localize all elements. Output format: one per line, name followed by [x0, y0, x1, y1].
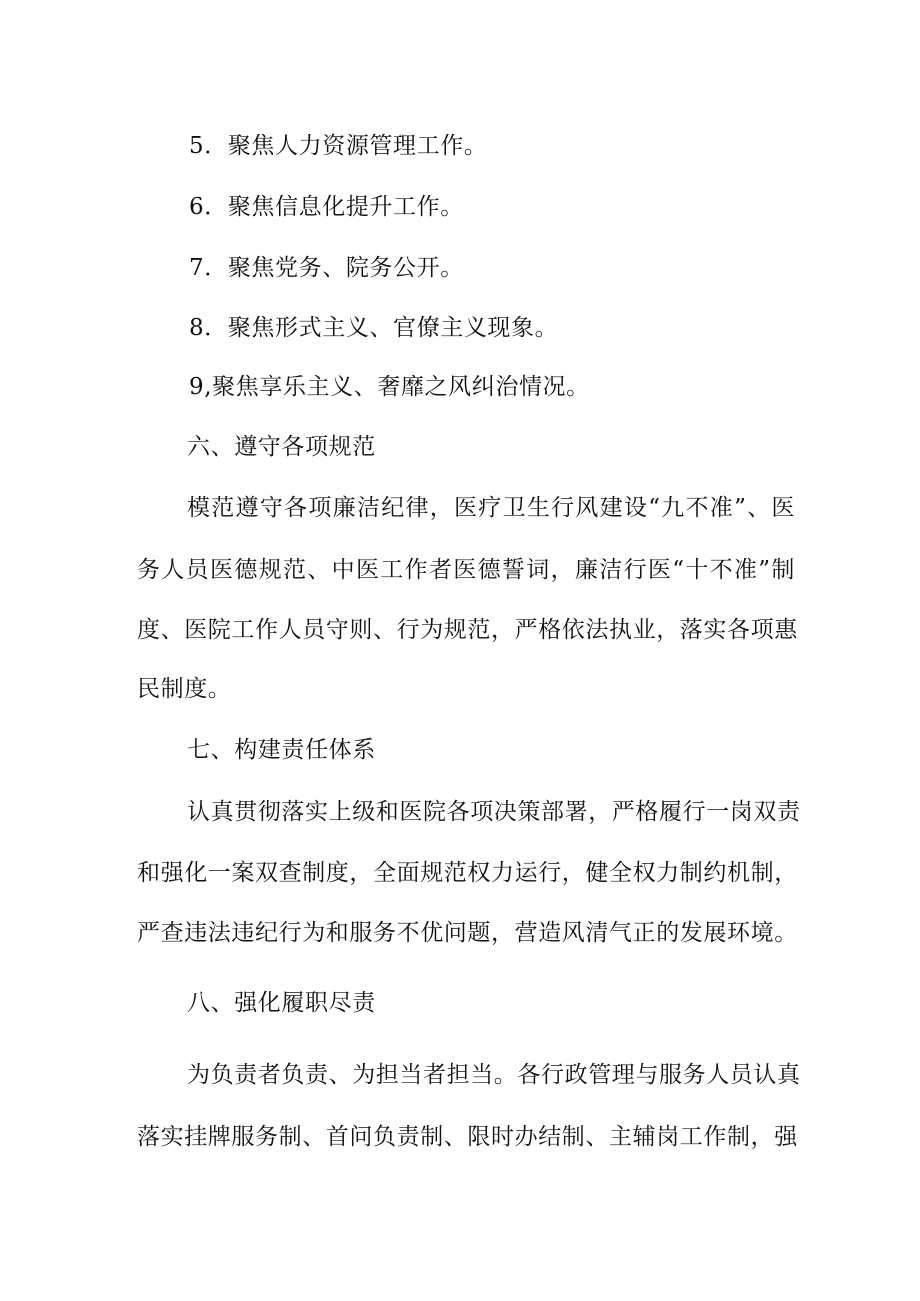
list-item-7: 7．聚焦党务、院务公开。 [189, 255, 464, 281]
section-heading-8: 八、强化履职尽责 [187, 990, 376, 1016]
section-6-paragraph-line-4: 民制度。 [137, 676, 232, 702]
section-8-paragraph-line-1: 为负责者负责、为担当者担当。各行政管理与服务人员认真 [187, 1062, 801, 1088]
section-8-paragraph-line-2: 落实挂牌服务制、首问负责制、限时办结制、主辅岗工作制，强 [137, 1124, 798, 1150]
section-heading-6: 六、遵守各项规范 [187, 434, 376, 460]
section-6-paragraph-line-1: 模范遵守各项廉洁纪律，医疗卫生行风建设“九不准”、医 [187, 495, 795, 521]
list-item-6: 6．聚焦信息化提升工作。 [189, 194, 464, 220]
section-6-paragraph-line-3: 度、医院工作人员守则、行为规范，严格依法执业，落实各项惠 [137, 617, 798, 643]
section-7-paragraph-line-2: 和强化一案双查制度，全面规范权力运行，健全权力制约机制， [137, 860, 798, 886]
section-7-paragraph-line-1: 认真贯彻落实上级和医院各项决策部署，严格履行一岗双责 [187, 799, 801, 825]
list-item-8: 8．聚焦形式主义、官僚主义现象。 [189, 315, 559, 341]
section-7-paragraph-line-3: 严查违法违纪行为和服务不优问题，营造风清气正的发展环境。 [137, 920, 798, 946]
list-item-5: 5．聚焦人力资源管理工作。 [189, 133, 488, 159]
section-heading-7: 七、构建责任体系 [187, 737, 376, 763]
section-6-paragraph-line-2: 务人员医德规范、中医工作者医德誓词，廉洁行医“十不准”制 [137, 557, 795, 583]
list-item-9: 9,聚焦享乐主义、奢靡之风纠治情况。 [189, 374, 590, 400]
